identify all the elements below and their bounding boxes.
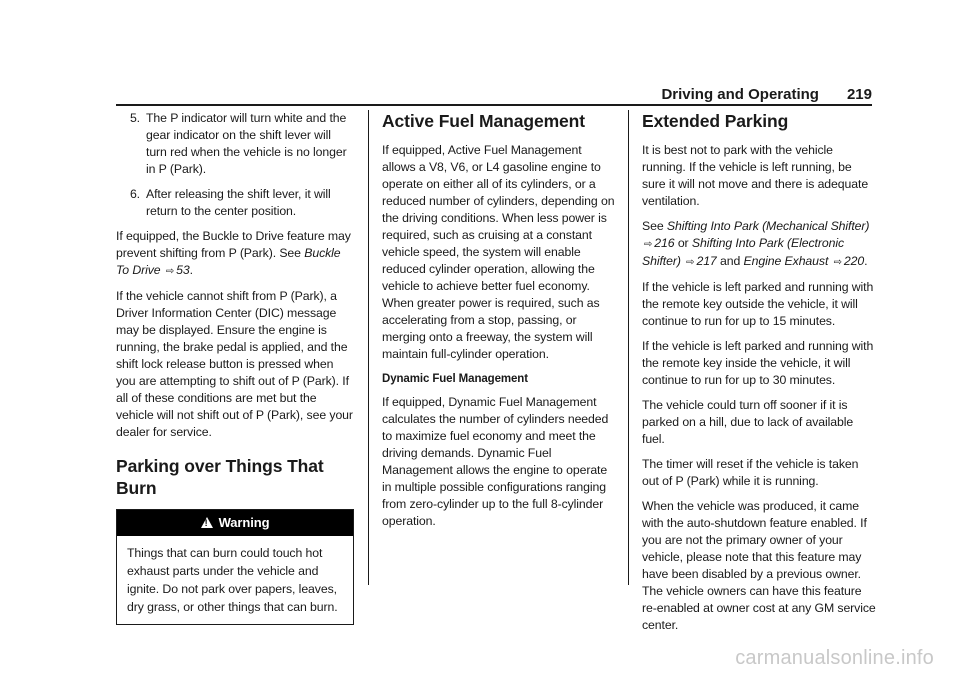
extended-parking-heading: Extended Parking xyxy=(642,111,789,131)
shift-out-of-park-paragraph: If the vehicle cannot shift from P (Park), a Driver Information Center (DIC) message may be displayed. Ensure the engine is running, the brake pedal is applied, and the shift lock release button is pressed when you are attempting to shift out of P (Park). If all of these conditions are met but the vehicle will not shift out of P (Park), see your dealer for service. xyxy=(116,289,353,439)
engine-exhaust-page[interactable]: 220 xyxy=(843,254,865,268)
column-2 xyxy=(382,110,616,538)
dfm-paragraph: If equipped, Dynamic Fuel Management calculates the number of cylinders needed to maximize fuel economy and meet the driving demands. Dynamic Fuel Management allows the engine to operate in multiple possible configurations ranging from zero-cylinder up to the full 8-cylinder operation. xyxy=(382,395,609,528)
remote-key-outside-paragraph: If the vehicle is left parked and running with the remote key outside the vehicle, it will continue to run for up to 15 minutes. xyxy=(642,280,874,328)
dynamic-fuel-management-subheading: Dynamic Fuel Management xyxy=(382,373,528,385)
column-3 xyxy=(642,110,878,642)
shifting-mechanical-link[interactable]: Shifting Into Park (Mechanical Shifter) xyxy=(666,219,870,233)
buckle-to-drive-link[interactable]: Buckle To Drive xyxy=(116,246,341,277)
running-header xyxy=(661,86,872,103)
extended-parking-intro: It is best not to park with the vehicle running. If the vehicle is left running, be sure it will not move and there is adequate ventilation. xyxy=(642,143,869,208)
active-fuel-management-heading: Active Fuel Management xyxy=(382,111,585,131)
shifting-electronic-link[interactable]: Shifting Into Park (Electronic Shifter) xyxy=(642,236,845,268)
page-ref-arrow-icon: ⇨ xyxy=(165,266,175,277)
buckle-to-drive-paragraph: If equipped, the Buckle to Drive feature may prevent shifting from P (Park). See Buckle To Drive ⇨ 53. xyxy=(116,229,351,277)
page-ref-arrow-icon: ⇨ xyxy=(686,257,695,268)
warning-header: !Warning xyxy=(117,510,353,536)
timer-reset-paragraph: The timer will reset if the vehicle is taken out of P (Park) while it is running. xyxy=(642,457,859,488)
afm-paragraph: If equipped, Active Fuel Management allows a V8, V6, or L4 gasoline engine to operate on either all of its cylinders, or a reduced number of cylinders, depending on the driving conditions. When less power is required, such as cruising at a constant vehicle speed, the system will enable reduced cylinder operation, allowing the vehicle to achieve better fuel economy. When greater power is required, such as accelerating from a stop, passing, or merging onto a freeway, the system will maintain full-cylinder operation. xyxy=(382,143,615,361)
warning-triangle-icon xyxy=(201,517,213,528)
section-title: Driving and Operating xyxy=(661,86,819,103)
step-6: 6. After releasing the shift lever, it will return to the center position. xyxy=(129,187,331,218)
auto-shutdown-paragraph: When the vehicle was produced, it came with the auto-shutdown feature enabled. If you are not the primary owner of your vehicle, please note that this feature may have been disabled by a previous owner. The vehicle owners can have this feature re-enabled at owner cost at any GM service center. xyxy=(642,499,876,632)
shifting-mechanical-page[interactable]: 216 xyxy=(654,236,675,250)
warning-box xyxy=(116,509,354,625)
buckle-to-drive-page[interactable]: 53 xyxy=(176,263,190,277)
engine-exhaust-link[interactable]: Engine Exhaust xyxy=(743,254,829,268)
remote-key-inside-paragraph: If the vehicle is left parked and running with the remote key inside the vehicle, it will continue to run for up to 30 minutes. xyxy=(642,339,874,387)
warning-text: Things that can burn could touch hot exhaust parts under the vehicle and ignite. Do not park over papers, leaves, dry grass, or other things that can burn. xyxy=(127,546,338,614)
header-rule xyxy=(116,104,872,106)
page-ref-arrow-icon: ⇨ xyxy=(833,257,842,268)
column-divider-2 xyxy=(628,110,629,585)
shifting-electronic-page[interactable]: 217 xyxy=(696,254,717,268)
see-also-paragraph: See Shifting Into Park (Mechanical Shifter) ⇨ 216 or Shifting Into Park (Electronic Shifter) ⇨ 217 and Engine Exhaust ⇨ 220. xyxy=(642,219,870,268)
column-divider-1 xyxy=(368,110,369,585)
page-ref-arrow-icon: ⇨ xyxy=(644,239,653,250)
parking-over-things-heading: Parking over Things That Burn xyxy=(116,456,324,498)
watermark: carmanualsonline.info xyxy=(735,647,934,669)
step-5: 5. The P indicator will turn white and the gear indicator on the shift lever will turn red when the vehicle is no longer in P (Park). xyxy=(129,111,347,176)
turn-off-sooner-paragraph: The vehicle could turn off sooner if it is parked on a hill, due to lack of available fuel. xyxy=(642,398,854,446)
column-1 xyxy=(116,110,354,625)
page-number: 219 xyxy=(846,86,872,103)
